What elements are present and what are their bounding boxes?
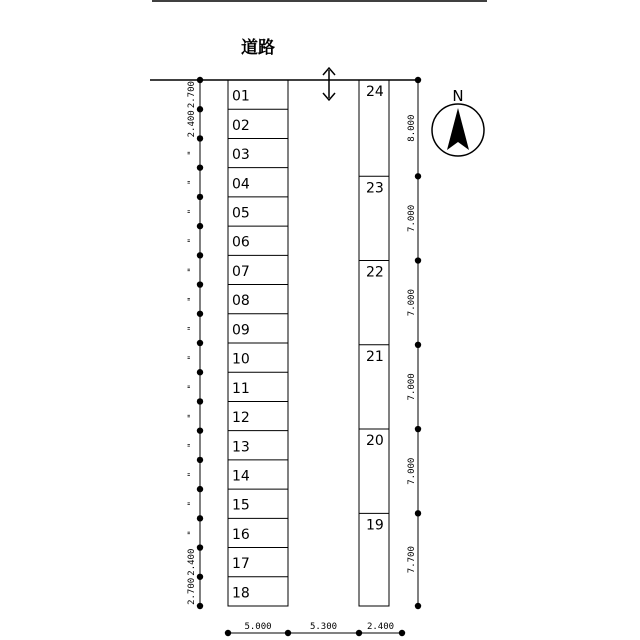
- left-dimension-value: 2.400: [187, 110, 197, 138]
- right-dimension-value: 7.000: [407, 457, 417, 485]
- left-dimension-value: ": [187, 384, 197, 390]
- left-slot-number: 12: [232, 410, 250, 427]
- north-compass-icon: [432, 104, 484, 156]
- left-slot-number: 05: [232, 205, 250, 222]
- dimension-dot: [197, 281, 203, 287]
- left-dimension-value: ": [187, 267, 197, 273]
- bottom-dimension-labels: [244, 622, 394, 632]
- dimension-dot: [197, 603, 203, 609]
- right-dimension-value: 7.000: [407, 289, 417, 317]
- road-label: 道路: [241, 38, 275, 58]
- dimension-dot: [356, 630, 362, 636]
- dimension-dot: [197, 135, 203, 141]
- left-dimension-value: ": [187, 296, 197, 302]
- dimension-dot: [225, 630, 231, 636]
- dimension-dot: [197, 340, 203, 346]
- dimension-dot: [415, 510, 421, 516]
- right-slot-number: 19: [366, 517, 384, 534]
- left-dimension-value: ": [187, 325, 197, 332]
- left-dimension-value: ": [187, 150, 197, 156]
- right-dimension-value: 7.000: [407, 373, 417, 401]
- bottom-dimension-value: 2.400: [366, 622, 395, 632]
- left-slot-number: 10: [232, 351, 250, 368]
- right-slot-number: 24: [366, 84, 384, 100]
- right-dimension-value: 7.700: [407, 546, 417, 574]
- dimension-dot: [197, 369, 203, 375]
- left-slot-number: 17: [232, 556, 250, 573]
- right-slot-number: 21: [366, 348, 384, 365]
- left-dimension-value: ": [187, 208, 197, 215]
- dimension-dot: [399, 630, 405, 636]
- left-dimension-value: 2.400: [187, 548, 197, 576]
- dimension-dot: [197, 164, 203, 170]
- left-slot-number: 13: [232, 439, 250, 456]
- left-slot-number: 15: [232, 497, 250, 514]
- dimension-dot: [197, 544, 203, 550]
- right-slot-number: 20: [366, 433, 384, 450]
- dimension-dot: [197, 574, 203, 580]
- left-slot-number: 03: [232, 147, 250, 164]
- right-slot-number: 22: [366, 264, 384, 281]
- dimension-dot: [197, 486, 203, 492]
- left-dimension-value: ": [187, 179, 197, 185]
- left-dimension-value: ": [187, 354, 197, 361]
- left-dimension-value: ": [187, 413, 197, 419]
- left-dimension-value: ": [187, 442, 197, 448]
- left-dimension-value: ": [187, 471, 197, 478]
- right-dimension-value: 7.000: [407, 204, 417, 232]
- dimension-dot: [197, 106, 203, 112]
- dimension-dot: [415, 603, 421, 609]
- dimension-dot: [415, 257, 421, 263]
- bottom-dimension-value: 5.300: [309, 622, 338, 632]
- dimension-dot: [197, 223, 203, 229]
- left-dimension-labels: [187, 81, 197, 605]
- left-slot-number: 02: [232, 117, 250, 134]
- left-slot-number: 08: [232, 293, 250, 310]
- left-slot-number: 11: [232, 380, 250, 397]
- left-slot-number: 09: [232, 322, 250, 339]
- left-slot-number: 14: [232, 468, 250, 485]
- dimension-dot: [197, 457, 203, 463]
- dimension-dot: [197, 194, 203, 200]
- left-slot-number: 18: [232, 585, 250, 602]
- right-dimension-value: 8.000: [407, 114, 417, 142]
- entrance-arrow-icon: [323, 68, 335, 100]
- left-slot-number: 01: [232, 88, 250, 105]
- dimension-dot: [197, 515, 203, 521]
- left-slot-number: 16: [232, 526, 250, 543]
- north-label: N: [452, 87, 464, 105]
- left-dimension-value: ": [187, 530, 197, 536]
- dimension-dot: [197, 398, 203, 404]
- left-slot-number: 04: [232, 176, 250, 193]
- left-slots-group: [228, 89, 288, 602]
- dimension-dot: [415, 173, 421, 179]
- dimension-dot: [197, 427, 203, 433]
- dimension-dot: [197, 77, 203, 83]
- left-slot-number: 07: [232, 263, 250, 280]
- left-slot-number: 06: [232, 234, 250, 251]
- dimension-dot: [415, 342, 421, 348]
- left-dimension-value: 2.700: [187, 81, 197, 109]
- dimension-dot: [197, 311, 203, 317]
- dimension-dot: [415, 426, 421, 432]
- left-dimension-value: ": [187, 501, 197, 507]
- bottom-dimension-value: 5.000: [244, 622, 272, 632]
- dimension-dot: [197, 252, 203, 258]
- dimension-dot: [285, 630, 291, 636]
- right-slots-group: [359, 84, 389, 533]
- dimension-dot: [415, 77, 421, 83]
- right-slot-number: 23: [366, 180, 384, 197]
- left-dimension-value: ": [187, 238, 197, 244]
- left-dimension-value: 2.700: [187, 577, 197, 605]
